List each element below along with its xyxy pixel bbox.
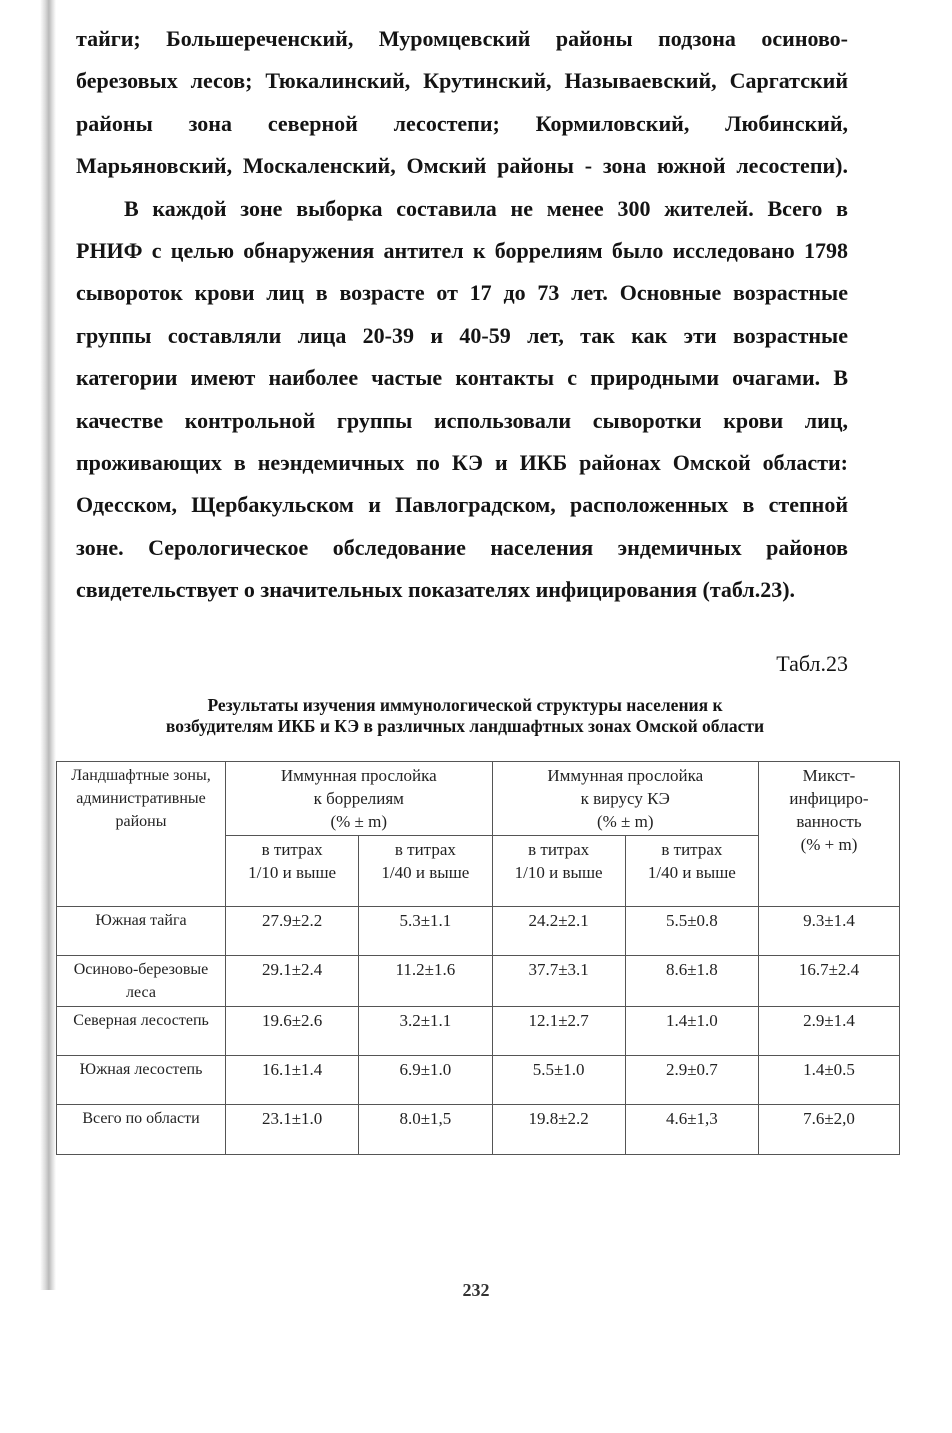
table-row [57,907,900,956]
value-cell: 29.1±2.4 [226,956,359,1007]
text-line: зоне. Серологическое обследование населения эндемичных районов [76,534,848,560]
paragraph-last-line [76,569,848,611]
text-line: проживающих в неэндемичных по КЭ и ИКБ районах Омской области: [76,450,848,476]
value-cell: 12.1±2.7 [492,1007,625,1056]
table-title-line: возбудителям ИКБ и КЭ в различных ландшафтных зонах Омской области [165,716,765,736]
value-cell: 11.2±1.6 [359,956,492,1007]
value-cell: 24.2±2.1 [492,907,625,956]
zone-cell: Осиново-березовые леса [57,956,226,1007]
subheader-titer: в титрах 1/40 и выше [625,836,758,907]
header-tbe: Иммунная прослойка к вирусу КЭ (% ± m) [492,762,759,836]
value-cell: 5.5±1.0 [492,1056,625,1105]
scan-binding-shadow [40,0,56,1290]
header-zone: Ландшафтные зоны, административные районы [57,762,226,907]
paragraph [76,188,848,570]
text-line: тайги; Большереченский, Муромцевский районы подзона осиново- [76,26,848,51]
zone-cell: Южная тайга [57,907,226,956]
paragraph [76,18,848,188]
text-line: В каждой зоне выборка составила не менее 300 жителей. Всего в [124,195,848,221]
value-cell: 3.2±1.1 [359,1007,492,1056]
value-cell: 8.0±1,5 [359,1105,492,1155]
zone-cell: Южная лесостепь [57,1056,226,1105]
body-text [76,18,848,612]
subheader-titer: в титрах 1/10 и выше [226,836,359,907]
value-cell: 1.4±1.0 [625,1007,758,1056]
table-title [60,695,870,737]
text-line: сывороток крови лиц в возрасте от 17 до 73 лет. Основные возрастные [76,280,848,306]
text-line: районы зона северной лесостепи; Кормиловский, Любинский, [76,110,848,136]
value-cell: 27.9±2.2 [226,907,359,956]
value-cell: 2.9±0.7 [625,1056,758,1105]
subheader-titer: в титрах 1/10 и выше [492,836,625,907]
text-line: свидетельствует о значительных показателях инфицирования (табл.23). [76,577,796,603]
value-cell: 5.5±0.8 [625,907,758,956]
header-borrelia: Иммунная прослойка к боррелиям (% ± m) [226,762,493,836]
page-number: 232 [462,1280,490,1300]
text-line: березовых лесов; Тюкалинский, Крутинский, Называевский, Саргатский [76,68,848,94]
value-cell: 6.9±1.0 [359,1056,492,1105]
header-mixed-infection: Микст- инфициро- ванность (% + m) [759,762,900,907]
text-line: РНИФ с целью обнаружения антител к боррелиям было исследовано 1798 [76,238,848,264]
value-cell: 8.6±1.8 [625,956,758,1007]
table-caption: Табл.23 [776,651,848,676]
table-title-line: Результаты изучения иммунологической структуры населения к [207,695,723,715]
value-cell: 2.9±1.4 [759,1007,900,1056]
value-cell: 9.3±1.4 [759,907,900,956]
value-cell: 7.6±2,0 [759,1105,900,1155]
value-cell: 5.3±1.1 [359,907,492,956]
value-cell: 19.6±2.6 [226,1007,359,1056]
table-row [57,956,900,1007]
text-line: группы составляли лица 20-39 и 40-59 лет, так как эти возрастные [76,322,848,348]
text-line: Одесском, Щербакульском и Павлоградском, расположенных в степной [76,492,848,518]
value-cell: 1.4±0.5 [759,1056,900,1105]
value-cell: 37.7±3.1 [492,956,625,1007]
results-table [56,761,900,1155]
value-cell: 4.6±1,3 [625,1105,758,1155]
value-cell: 16.1±1.4 [226,1056,359,1105]
zone-cell: Северная лесостепь [57,1007,226,1056]
value-cell: 16.7±2.4 [759,956,900,1007]
table-row [57,1056,900,1105]
value-cell: 19.8±2.2 [492,1105,625,1155]
table-row-total [57,1105,900,1155]
table-row [57,1007,900,1056]
text-line: категории имеют наиболее частые контакты с природными очагами. В [76,365,848,391]
text-line: качестве контрольной группы использовали сыворотки крови лиц, [76,407,848,433]
zone-cell: Всего по области [57,1105,226,1155]
text-line: Марьяновский, Москаленский, Омский районы - зона южной лесостепи). [76,153,848,179]
subheader-titer: в титрах 1/40 и выше [359,836,492,907]
value-cell: 23.1±1.0 [226,1105,359,1155]
